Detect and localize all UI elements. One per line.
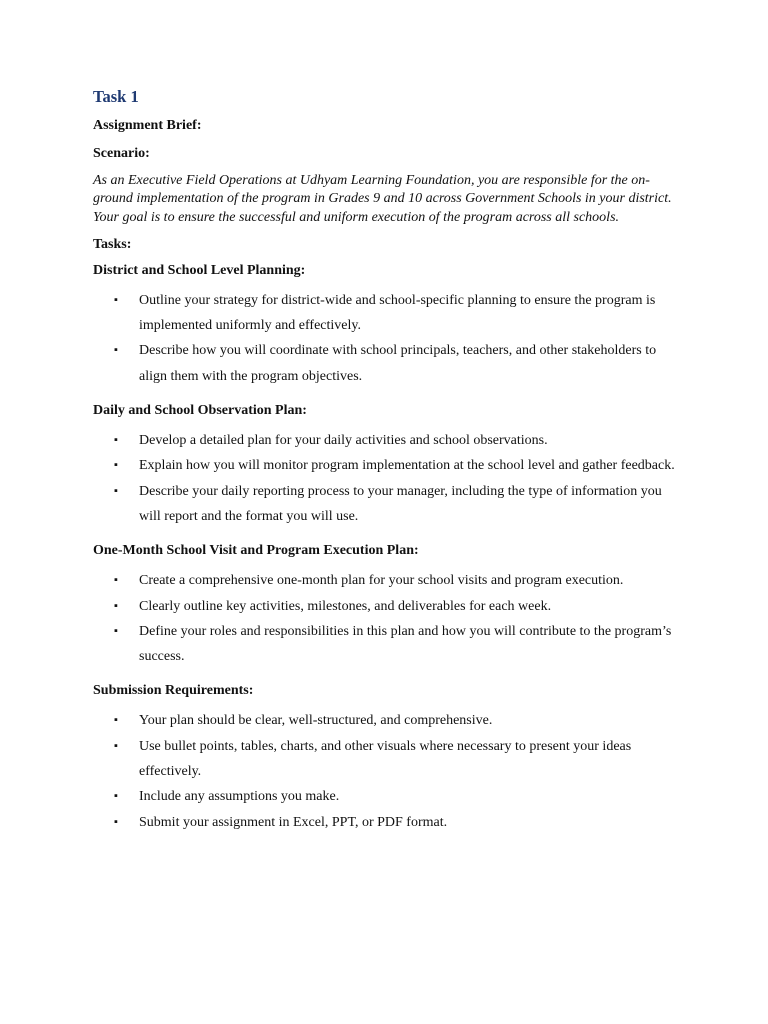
section-heading: One-Month School Visit and Program Execution Plan: bbox=[93, 543, 419, 559]
list-item bbox=[93, 734, 683, 785]
section-daily-observation bbox=[93, 401, 683, 529]
square-bullet-icon: ▪ bbox=[114, 815, 118, 828]
scenario-text: As an Executive Field Operations at Udhyam Learning Foundation, you are responsible for the on-ground implementation of the program in Grades 9 and 10 across Government Schools in your district. Your goal is to ensure the successful and uniform execution of the program across all schools. bbox=[93, 173, 672, 225]
list-item-text: Your plan should be clear, well-structured, and comprehensive. bbox=[139, 713, 493, 729]
section-submission-requirements bbox=[93, 681, 683, 834]
section-district-planning bbox=[93, 261, 683, 389]
bullet-list bbox=[93, 428, 683, 529]
list-item bbox=[93, 479, 683, 530]
list-item bbox=[93, 619, 683, 670]
list-item bbox=[93, 568, 683, 593]
square-bullet-icon: ▪ bbox=[114, 344, 118, 357]
list-item-text: Use bullet points, tables, charts, and other visuals where necessary to present your ideas effectively. bbox=[139, 738, 632, 780]
list-item bbox=[93, 453, 683, 478]
square-bullet-icon: ▪ bbox=[114, 624, 118, 637]
list-item-text: Include any assumptions you make. bbox=[139, 789, 340, 805]
square-bullet-icon: ▪ bbox=[114, 459, 118, 472]
list-item-text: Develop a detailed plan for your daily activities and school observations. bbox=[139, 433, 548, 449]
bullet-list bbox=[93, 708, 683, 834]
bullet-list bbox=[93, 568, 683, 669]
assignment-brief-label: Assignment Brief: bbox=[93, 118, 202, 133]
list-item bbox=[93, 810, 683, 835]
list-item-text: Submit your assignment in Excel, PPT, or PDF format. bbox=[139, 814, 448, 830]
list-item-text: Explain how you will monitor program implementation at the school level and gather feedback. bbox=[139, 458, 675, 474]
section-one-month-plan bbox=[93, 541, 683, 669]
bullet-list bbox=[93, 288, 683, 389]
list-item-text: Describe how you will coordinate with school principals, teachers, and other stakeholders to align them with the program objectives. bbox=[139, 343, 657, 384]
list-item bbox=[93, 288, 683, 339]
list-item bbox=[93, 428, 683, 453]
task-title: Task 1 bbox=[93, 87, 139, 106]
scenario-label: Scenario: bbox=[93, 146, 150, 161]
square-bullet-icon: ▪ bbox=[114, 293, 118, 306]
square-bullet-icon: ▪ bbox=[114, 714, 118, 727]
list-item bbox=[93, 594, 683, 619]
square-bullet-icon: ▪ bbox=[114, 739, 118, 752]
square-bullet-icon: ▪ bbox=[114, 790, 118, 803]
list-item-text: Describe your daily reporting process to your manager, including the type of information you will report and the format you will use. bbox=[139, 483, 662, 524]
list-item bbox=[93, 708, 683, 733]
section-heading: Daily and School Observation Plan: bbox=[93, 403, 307, 419]
list-item bbox=[93, 784, 683, 809]
list-item-text: Outline your strategy for district-wide and school-specific planning to ensure the program is implemented uniformly and effectively. bbox=[139, 292, 656, 334]
list-item bbox=[93, 338, 683, 389]
list-item-text: Define your roles and responsibilities in this plan and how you will contribute to the program’s success. bbox=[139, 623, 672, 665]
square-bullet-icon: ▪ bbox=[114, 574, 118, 587]
square-bullet-icon: ▪ bbox=[114, 599, 118, 612]
section-heading: Submission Requirements: bbox=[93, 683, 254, 699]
list-item-text: Clearly outline key activities, milestones, and deliverables for each week. bbox=[139, 598, 552, 614]
list-item-text: Create a comprehensive one-month plan for your school visits and program execution. bbox=[139, 573, 624, 589]
square-bullet-icon: ▪ bbox=[114, 484, 118, 497]
section-heading: District and School Level Planning: bbox=[93, 262, 306, 278]
document-page bbox=[93, 86, 683, 847]
square-bullet-icon: ▪ bbox=[114, 434, 118, 447]
tasks-label: Tasks: bbox=[93, 236, 132, 252]
